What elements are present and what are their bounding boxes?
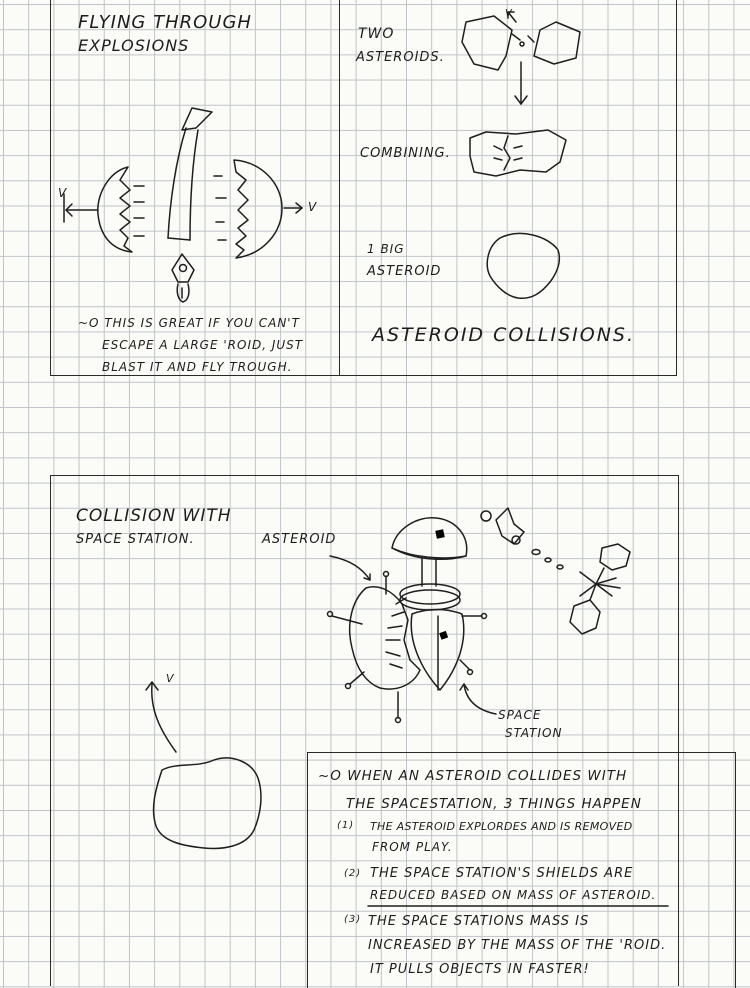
velocity-arrow-right (284, 203, 302, 213)
space-station-label-line2: STATION (505, 726, 563, 740)
space-station-label-line1: SPACE (498, 708, 542, 722)
asteroid-label: ASTEROID (262, 532, 337, 547)
panel3-title-line1: COLLISION WITH (76, 506, 232, 526)
notes-item2-line2: REDUCED BASED ON MASS OF ASTEROID. (370, 888, 657, 902)
drifting-asteroid-sketch (146, 682, 261, 848)
ship-missile-sketch (168, 108, 212, 302)
two-asteroids-label-line1: TWO (358, 26, 395, 42)
space-station-sketch (392, 518, 467, 690)
panel1-title-line1: FLYING THROUGH (78, 12, 252, 33)
notes-item2-marker: (2) (344, 868, 362, 879)
panel1-note-line2: ESCAPE A LARGE 'ROID, JUST (102, 338, 304, 352)
panel3-title-line2: SPACE STATION. (76, 532, 195, 547)
panel1-title-line2: EXPLOSIONS (78, 36, 190, 55)
notes-item1-line1: THE ASTEROID EXPLORDES AND IS REMOVED (370, 820, 633, 833)
big-asteroid-sketch (487, 234, 559, 299)
notes-item3-marker: (3) (344, 914, 362, 925)
notes-line2: THE SPACESTATION, 3 THINGS HAPPEN (346, 796, 642, 812)
exploding-asteroid-sketch (570, 544, 630, 634)
notes-line1: ~O WHEN AN ASTEROID COLLIDES WITH (318, 768, 628, 784)
station-label-pointer (460, 684, 496, 714)
ship-with-missiles-sketch (481, 508, 563, 569)
colliding-asteroid-sketch (350, 587, 420, 689)
velocity-label-asteroids: V (505, 8, 513, 19)
asteroid-label-pointer (330, 556, 370, 580)
panel1-note-line3: BLAST IT AND FLY TROUGH. (102, 360, 293, 374)
velocity-arrow-left (64, 194, 98, 222)
velocity-label-right: V (308, 200, 318, 214)
notes-item2-line1: THE SPACE STATION'S SHIELDS ARE (370, 866, 634, 881)
two-asteroids-label-line2: ASTEROIDS. (356, 50, 445, 65)
velocity-label-panel3: V (166, 672, 175, 685)
combining-label: COMBINING. (360, 146, 451, 161)
panel1-note-line1: ~O THIS IS GREAT IF YOU CAN'T (78, 316, 300, 330)
big-asteroid-label-line2: ASTEROID (367, 264, 442, 279)
notes-item3-line1: THE SPACE STATIONS MASS IS (368, 914, 590, 929)
left-asteroid-half (98, 167, 144, 252)
notes-item3-line2: INCREASED BY THE MASS OF THE 'ROID. (368, 938, 667, 953)
velocity-label-left: V (58, 186, 68, 200)
notes-item1-marker: (1) (337, 820, 355, 831)
big-asteroid-label-line1: 1 BIG (367, 242, 405, 256)
notes-item1-line2: FROM PLAY. (372, 840, 453, 854)
right-asteroid-half (214, 160, 282, 258)
down-arrow (515, 62, 527, 104)
notes-item3-line3: IT PULLS OBJECTS IN FASTER! (370, 962, 590, 977)
asteroid-collisions-caption: ASTEROID COLLISIONS. (372, 324, 636, 346)
combining-asteroids-sketch (470, 130, 566, 176)
